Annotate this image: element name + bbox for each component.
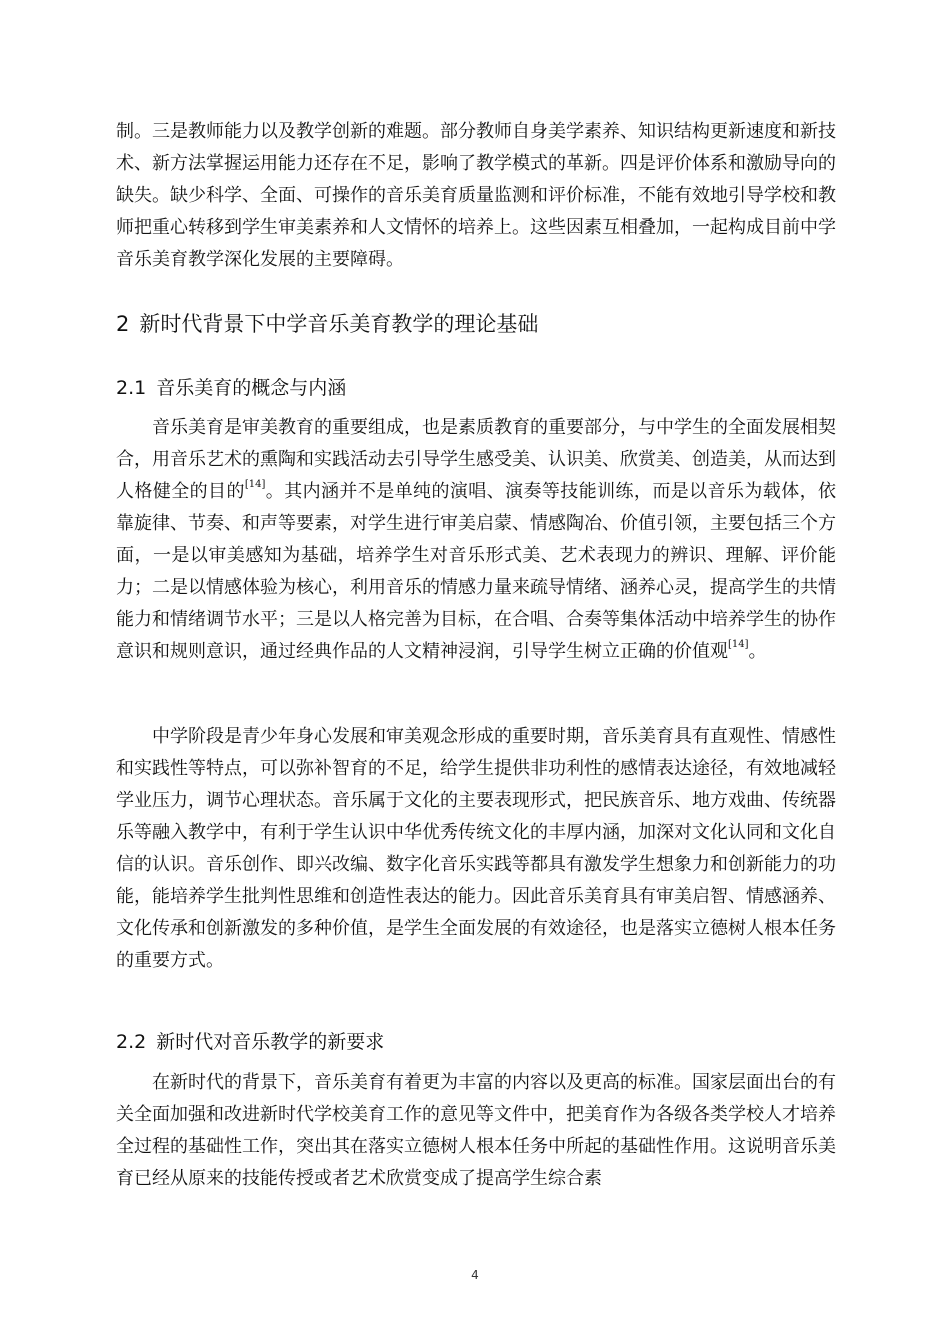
section-2-number: 2 bbox=[116, 312, 130, 336]
section-2-2-number: 2.2 bbox=[116, 1031, 147, 1053]
section-2-heading bbox=[116, 308, 836, 340]
intro-paragraph: 制。三是教师能力以及教学创新的难题。部分教师自身美学素养、知识结构更新速度和新技术、新方法掌握运用能力还存在不足，影响了教学模式的革新。四是评价体系和激励导向的缺失。缺少科学、全面、可操作的音乐美育质量监测和评价标准，不能有效地引导学校和教师把重心转移到学生审美素养和人文情怀的培养上。这些因素互相叠加，一起构成目前中学音乐美育教学深化发展的主要障碍。 bbox=[116, 121, 836, 270]
p1-text-c: 。 bbox=[748, 641, 767, 662]
citation-ref: [14] bbox=[728, 639, 749, 650]
p1-text-a: 音乐美育是审美教育的重要组成，也是素质教育的重要部分，与中学生的全面发展相契合，用音乐艺术的熏陶和实践活动去引导学生感受美、认识美、欣赏美、创造美，从而达到人格健全的目的 bbox=[116, 417, 836, 502]
section-2-1-heading bbox=[116, 372, 836, 404]
section-2-2-title: 新时代对音乐教学的新要求 bbox=[156, 1031, 385, 1053]
page-number: 4 bbox=[471, 1268, 479, 1282]
section-2-1-paragraph-2: 中学阶段是青少年身心发展和审美观念形成的重要时期，音乐美育具有直观性、情感性和实践性等特点，可以弥补智育的不足，给学生提供非功利性的感情表达途径，有效地减轻学业压力，调节心理状态。音乐属于文化的主要表现形式，把民族音乐、地方戏曲、传统器乐等融入教学中，有利于学生认识中华优秀传统文化的丰厚内涵，加深对文化认同和文化自信的认识。音乐创作、即兴改编、数字化音乐实践等都具有激发学生想象力和创新能力的功能，能培养学生批判性思维和创造性表达的能力。因此音乐美育具有审美启智、情感涵养、文化传承和创新激发的多种价值，是学生全面发展的有效途径，也是落实立德树人根本任务的重要方式。 bbox=[116, 726, 836, 971]
section-2-1-title: 音乐美育的概念与内涵 bbox=[156, 377, 347, 399]
section-2-1-number: 2.1 bbox=[116, 377, 147, 399]
citation-ref: [14] bbox=[244, 479, 266, 490]
section-2-2-heading bbox=[116, 1026, 836, 1058]
section-2-title: 新时代背景下中学音乐美育教学的理论基础 bbox=[139, 312, 539, 336]
p1-text-b: 。其内涵并不是单纯的演唱、演奏等技能训练，而是以音乐为载体，依靠旋律、节奏、和声等要素，对学生进行审美启蒙、情感陶冶、价值引领，主要包括三个方面，一是以审美感知为基础，培养学生对音乐形式美、艺术表现力的辨识、理解、评价能力；二是以情感体验为核心，利用音乐的情感力量来疏导情绪、涵养心灵，提高学生的共情能力和情绪调节水平；三是以人格完善为目标，在合唱、合奏等集体活动中培养学生的协作意识和规则意识，通过经典作品的人文精神浸润，引导学生树立正确的价值观 bbox=[116, 481, 837, 662]
section-2-1-paragraph-1 bbox=[116, 412, 836, 668]
section-2-2-paragraph-1: 在新时代的背景下，音乐美育有着更为丰富的内容以及更高的标准。国家层面出台的有关全面加强和改进新时代学校美育工作的意见等文件中，把美育作为各级各类学校人才培养全过程的基础性工作，突出其在落实立德树人根本任务中所起的基础性作用。这说明音乐美育已经从原来的技能传授或者艺术欣赏变成了提高学生综合素 bbox=[116, 1072, 836, 1189]
